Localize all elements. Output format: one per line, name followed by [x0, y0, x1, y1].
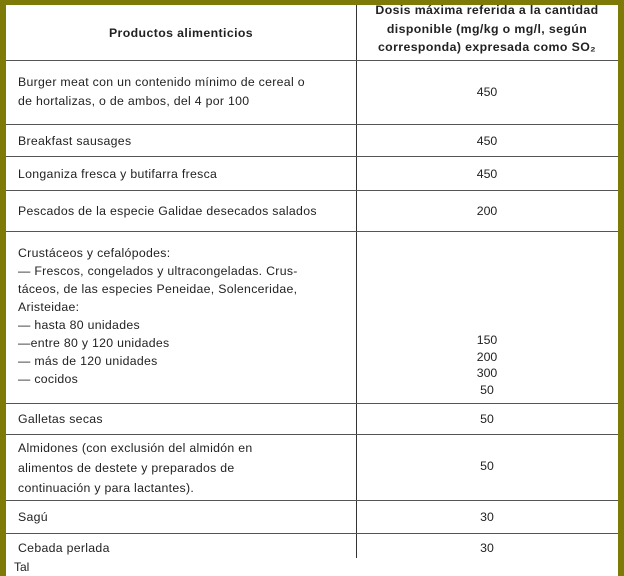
product-cell: Longaniza fresca y butifarra fresca — [18, 167, 218, 181]
product-cell — [18, 438, 348, 498]
dose-value: 200 — [476, 349, 498, 364]
dose-cell: 50 — [480, 412, 494, 426]
table-row — [6, 191, 618, 232]
product-line: Aristeidae: — [18, 300, 80, 314]
dose-cell: 30 — [480, 510, 494, 524]
dose-value: 50 — [480, 382, 494, 397]
header-line: corresponda) expresada como SO₂ — [377, 40, 597, 54]
header-products: Productos alimenticios — [108, 26, 254, 40]
dose-cell: 50 — [480, 459, 494, 473]
table-row — [6, 61, 618, 125]
product-line: Almidones (con exclusión del almidón en — [18, 441, 253, 455]
product-line: alimentos de destete y preparados de — [18, 461, 235, 475]
product-line: — cocidos — [18, 372, 79, 386]
product-cell — [18, 73, 348, 110]
product-cell: Galletas secas — [18, 412, 103, 426]
product-cell: Pescados de la especie Galidae desecados salados — [18, 204, 317, 218]
product-line: de hortalizas, o de ambos, del 4 por 100 — [18, 93, 250, 108]
table-row — [6, 501, 618, 534]
product-line: táceos, de las especies Peneidae, Solenceridae, — [18, 282, 298, 296]
product-line: — hasta 80 unidades — [18, 318, 140, 332]
product-line: —entre 80 y 120 unidades — [18, 336, 170, 350]
food-additive-table — [6, 5, 618, 576]
table-row — [6, 125, 618, 157]
dose-cell — [356, 332, 618, 398]
product-line: Burger meat con un contenido mínimo de cereal o — [18, 75, 305, 89]
header-line: disponible (mg/kg o mg/l, según — [386, 21, 588, 36]
table-row — [6, 534, 618, 558]
dose-cell: 450 — [476, 134, 498, 148]
product-cell: Cebada perlada — [18, 541, 110, 555]
product-line: — Frescos, congelados y ultracongeladas. Crus- — [18, 264, 298, 278]
product-line: Crustáceos y cefalópodes: — [18, 246, 171, 260]
dose-cell: 200 — [476, 204, 498, 218]
product-line: — más de 120 unidades — [18, 354, 158, 368]
header-line: Dosis máxima referida a la cantidad — [375, 5, 599, 17]
dose-cell: 450 — [476, 167, 498, 181]
product-cell: Sagú — [18, 510, 48, 524]
table-row — [6, 232, 618, 404]
table-header — [6, 5, 618, 61]
footer-fragment: Tal — [14, 560, 30, 574]
product-line: continuación y para lactantes). — [18, 481, 195, 495]
dose-cell: 30 — [480, 541, 494, 555]
dose-cell: 450 — [476, 85, 498, 99]
dose-value: 300 — [476, 366, 498, 380]
dose-value: 150 — [476, 333, 498, 347]
table-row — [6, 157, 618, 191]
table-row — [6, 435, 618, 501]
product-cell — [18, 244, 348, 388]
table-row — [6, 404, 618, 435]
product-cell: Breakfast sausages — [18, 134, 132, 148]
header-max-dose — [356, 5, 618, 57]
